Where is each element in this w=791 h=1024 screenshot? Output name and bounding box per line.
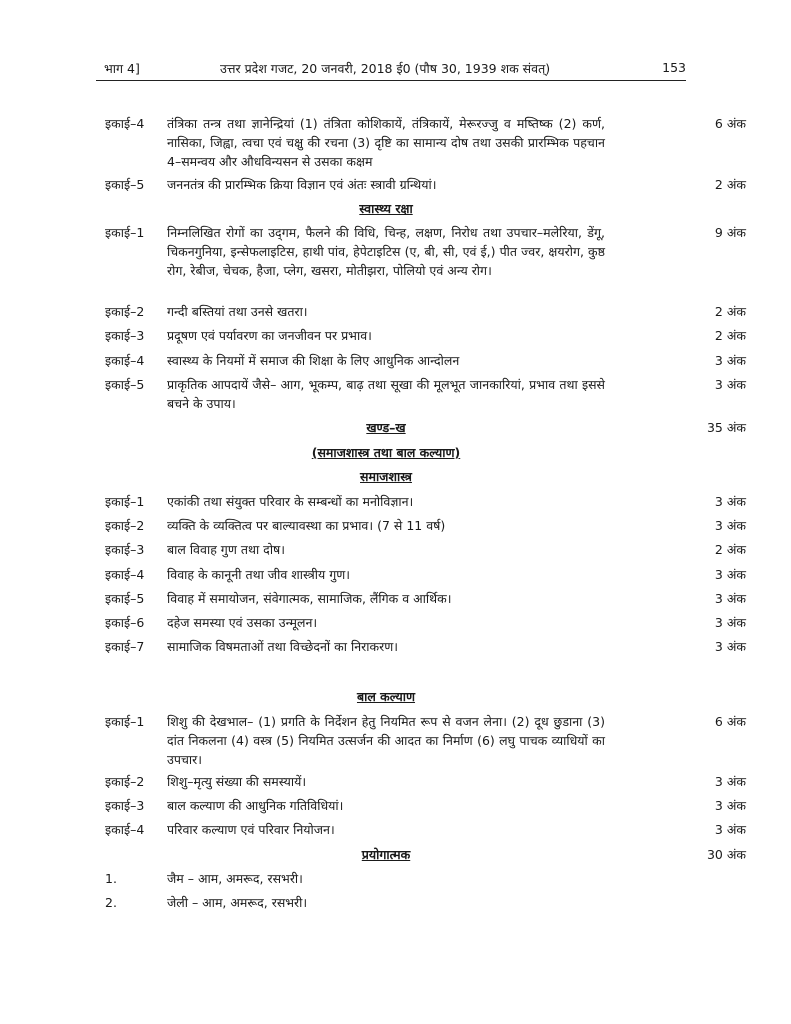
unit-marks: 2 अंक — [714, 328, 746, 343]
section-title: बाल कल्याण — [356, 689, 416, 704]
unit-marks: 3 अंक — [714, 518, 746, 533]
section-title: खण्ड–ख — [366, 420, 406, 435]
unit-row — [105, 565, 746, 584]
unit-text: बाल विवाह गुण तथा दोष। — [167, 542, 286, 557]
section-heading — [105, 467, 746, 486]
unit-text: गन्दी बस्तियां तथा उनसे खतरा। — [167, 304, 308, 319]
page-number: 153 — [662, 60, 686, 75]
item-text: जैम – आम, अमरूद, रसभरी। — [167, 871, 303, 886]
unit-label: इकाई–4 — [105, 822, 145, 837]
unit-marks: 3 अंक — [714, 353, 746, 368]
unit-marks: 2 अंक — [714, 177, 746, 192]
unit-text: विवाह के कानूनी तथा जीव शास्त्रीय गुण। — [167, 567, 351, 582]
section-heading — [105, 199, 746, 218]
unit-label: इकाई–5 — [105, 377, 145, 392]
section-title: समाजशास्त्र — [360, 469, 412, 484]
unit-marks: 3 अंक — [714, 639, 746, 654]
section-heading — [105, 845, 746, 864]
unit-label: इकाई–4 — [105, 353, 145, 368]
unit-marks: 3 अंक — [714, 822, 746, 837]
unit-label: इकाई–7 — [105, 639, 145, 654]
unit-row — [105, 772, 746, 791]
item-number: 2. — [105, 895, 117, 910]
gazette-title: उत्तर प्रदेश गजट, 20 जनवरी, 2018 ई0 (पौष 30, 1939 शक संवत्) — [220, 61, 551, 76]
unit-text: परिवार कल्याण एवं परिवार नियोजन। — [167, 822, 335, 837]
unit-marks: 3 अंक — [714, 615, 746, 630]
unit-text: एकांकी तथा संयुक्त परिवार के सम्बन्धों का मनोविज्ञान। — [167, 494, 414, 509]
unit-text: तंत्रिका तन्त्र तथा ज्ञानेन्द्रियां (1) तंत्रिता कोशिकायें, तंत्रिकायें, मेरूरज्जु व मष्तिष्क (2) कर्ण, नासिका, जिह्वा, त्वचा एवं चक्षु की रचना (3) दृष्टि का सामान्य दोष तथा उसकी प्रारम्भिक पहचान 4–समन्वय और औधविन्यसन से उसका कक्षम — [167, 116, 605, 169]
unit-text: प्रदूषण एवं पर्यावरण का जनजीवन पर प्रभाव। — [167, 328, 372, 343]
unit-text: व्यक्ति के व्यक्तित्व पर बाल्यावस्था का प्रभाव। (7 से 11 वर्ष) — [167, 518, 446, 533]
unit-marks: 3 अंक — [714, 798, 746, 813]
unit-label: इकाई–1 — [105, 494, 145, 509]
unit-marks: 6 अंक — [714, 714, 746, 729]
section-marks: 35 अंक — [706, 420, 746, 435]
unit-label: इकाई–5 — [105, 177, 145, 192]
part-label: भाग 4] — [104, 61, 140, 76]
unit-row — [105, 820, 746, 839]
unit-row — [105, 302, 746, 321]
unit-marks: 9 अंक — [714, 225, 746, 240]
unit-text: निम्नलिखित रोगों का उद्‌गम, फैलने की विधि, चिन्ह, लक्षण, निरोध तथा उपचार–मलेरिया, डेंगू, चिकनगुनिया, इन्सेफलाइटिस, हाथी पांव, हेपेटाइटिस (ए, बी, सी, एवं ई,) पीत ज्वर, क्षयरोग, कुष्ठ रोग, रेबीज, चेचक, हैजा, प्लेग, खसरा, मोतीझरा, पोलियो एवं अन्य रोग। — [167, 225, 605, 278]
unit-row — [105, 326, 746, 345]
unit-row — [105, 375, 746, 413]
unit-row — [105, 175, 746, 194]
unit-row — [105, 796, 746, 815]
unit-text: सामाजिक विषमताओं तथा विच्छेदनों का निराकरण। — [167, 639, 398, 654]
unit-text: शिशु की देखभाल– (1) प्रगति के निर्देशन हेतु नियमित रूप से वजन लेना। (2) दूध छुडाना (3) दांत निकलना (4) वस्त्र (5) नियमित उत्सर्जन की आदत का निर्माण (6) लघु पाचक व्याधियों का उपचार। — [167, 714, 605, 767]
section-heading — [105, 443, 746, 462]
unit-label: इकाई–4 — [105, 116, 145, 131]
unit-marks: 3 अंक — [714, 494, 746, 509]
section-heading — [105, 418, 746, 437]
practical-item — [105, 869, 746, 888]
section-title: प्रयोगात्मक — [361, 847, 411, 862]
unit-row — [105, 540, 746, 559]
unit-row — [105, 114, 746, 172]
unit-label: इकाई–5 — [105, 591, 145, 606]
item-text: जेली – आम, अमरूद, रसभरी। — [167, 895, 308, 910]
unit-text: स्वास्थ्य के नियमों में समाज की शिक्षा के लिए आधुनिक आन्दोलन — [167, 353, 460, 368]
section-heading — [105, 687, 746, 706]
unit-marks: 3 अंक — [714, 567, 746, 582]
unit-text: विवाह में समायोजन, संवेगात्मक, सामाजिक, लैंगिक व आर्थिक। — [167, 591, 452, 606]
unit-label: इकाई–3 — [105, 328, 145, 343]
section-title: स्वास्थ्य रक्षा — [359, 201, 413, 216]
item-number: 1. — [105, 871, 117, 886]
unit-text: शिशु–मृत्यु संख्या की समस्यायें। — [167, 774, 307, 789]
unit-row — [105, 351, 746, 370]
unit-marks: 2 अंक — [714, 542, 746, 557]
unit-marks: 3 अंक — [714, 377, 746, 392]
unit-row — [105, 637, 746, 656]
unit-marks: 3 अंक — [714, 774, 746, 789]
unit-label: इकाई–3 — [105, 542, 145, 557]
unit-row — [105, 613, 746, 632]
unit-row — [105, 712, 746, 770]
unit-text: जननतंत्र की प्रारम्भिक क्रिया विज्ञान एवं अंतः स्त्रावी ग्रन्थियां। — [167, 177, 437, 192]
unit-label: इकाई–2 — [105, 518, 145, 533]
unit-label: इकाई–4 — [105, 567, 145, 582]
unit-label: इकाई–2 — [105, 304, 145, 319]
practical-item — [105, 893, 746, 912]
unit-row — [105, 589, 746, 608]
unit-row — [105, 492, 746, 511]
unit-text: बाल कल्याण की आधुनिक गतिविधियां। — [167, 798, 344, 813]
unit-label: इकाई–3 — [105, 798, 145, 813]
unit-text: दहेज समस्या एवं उसका उन्मूलन। — [167, 615, 318, 630]
unit-label: इकाई–6 — [105, 615, 145, 630]
unit-label: इकाई–2 — [105, 774, 145, 789]
unit-label: इकाई–1 — [105, 225, 145, 240]
page-header — [96, 58, 686, 81]
unit-label: इकाई–1 — [105, 714, 145, 729]
unit-row — [105, 516, 746, 535]
unit-marks: 2 अंक — [714, 304, 746, 319]
unit-text: प्राकृतिक आपदायें जैसे– आग, भूकम्प, बाढ़ तथा सूखा की मूलभूत जानकारियां, प्रभाव तथा इससे बचने के उपाय। — [167, 377, 605, 411]
section-title: (समाजशास्त्र तथा बाल कल्याण) — [311, 445, 461, 460]
unit-marks: 3 अंक — [714, 591, 746, 606]
section-marks: 30 अंक — [706, 847, 746, 862]
unit-marks: 6 अंक — [714, 116, 746, 131]
unit-row — [105, 223, 746, 299]
